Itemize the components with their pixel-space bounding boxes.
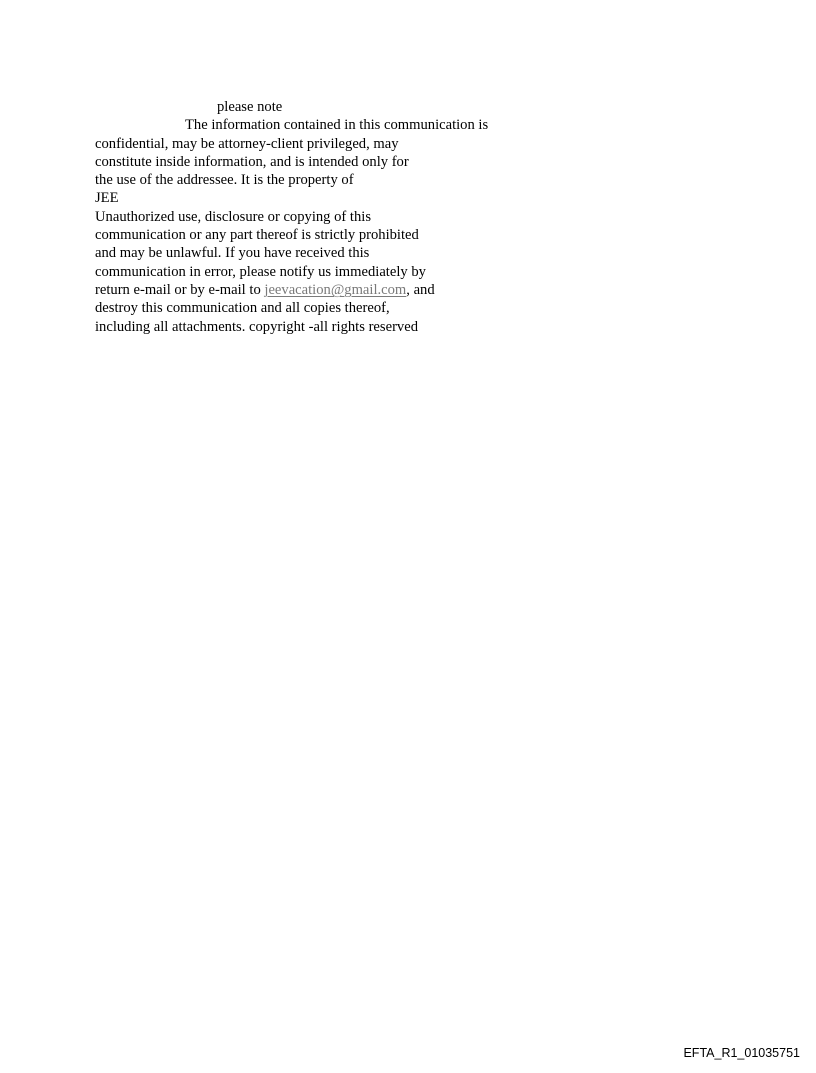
notice-line: communication or any part thereof is strictly prohibited (95, 227, 419, 244)
notice-line: the use of the addressee. It is the property of (95, 172, 354, 189)
confidentiality-notice (95, 98, 555, 336)
notice-line: Unauthorized use, disclosure or copying of this (95, 208, 372, 225)
notice-line: and may be unlawful. If you have received this (95, 245, 370, 262)
document-id: EFTA_R1_01035751 (683, 1046, 800, 1060)
email-line-prefix: return e-mail or by e-mail to (95, 281, 265, 298)
notice-line: JEE (95, 190, 119, 207)
notice-line: constitute inside information, and is intended only for (95, 153, 409, 170)
notice-email-line (95, 281, 555, 299)
notice-line: communication in error, please notify us immediately by (95, 263, 426, 280)
notice-line: destroy this communication and all copies thereof, (95, 300, 390, 317)
notice-line: The information contained in this communication is (185, 117, 489, 134)
notice-heading: please note (217, 99, 283, 115)
email-line-suffix: , and (406, 281, 435, 298)
notice-line: including all attachments. copyright -all rights reserved (95, 318, 418, 335)
email-link[interactable]: jeevacation@gmail.com (264, 281, 407, 298)
notice-line: confidential, may be attorney-client privileged, may (95, 135, 399, 152)
